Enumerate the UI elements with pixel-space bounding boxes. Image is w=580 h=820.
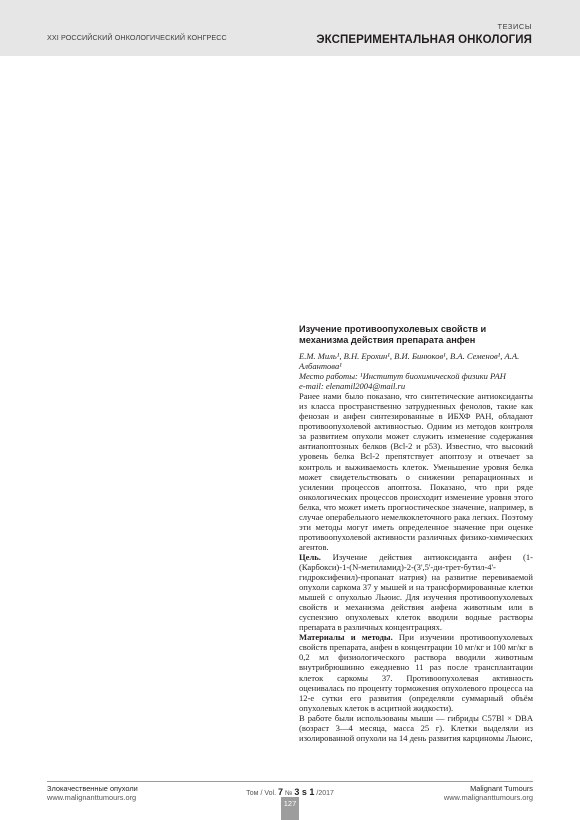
paragraph-aim	[299, 552, 533, 632]
article-title: Изучение противоопухолевых свойств и механизма действия препарата анфен	[299, 324, 487, 345]
volume-number: 7	[277, 787, 283, 797]
journal-url-right[interactable]: www.malignanttumours.org	[443, 793, 533, 803]
paragraph-intro: Ранее нами было показано, что синтетические антиоксиданты из класса пространственно затрудненных фенолов, такие как фенозан и анфен синтезированные в ИБХФ РАН, обладают противоопухолевой активностью. Одним из методов контроля за развитием опухоли может служить изменение содержания антиапоптозных белков (Bcl-2 и p53). Известно, что высокий уровень белка Bcl-2 препятствует апоптозу и отвечает за контроль и выживаемость клеток. Уменьшение уровня белка может свидетельствовать о снижении репарационных и усилении процессов апоптоза. Показано, что при ряде онкологических процессов происходит изменение уровня этого белка, что может иметь прогностическое значение, например, в случае операбельного немелкоклеточного рака легких. Поэтому эти методы могут иметь определенное значение при оценке противоопухолевой активности различных физико-химических агентов.	[299, 391, 533, 552]
page-header	[0, 0, 580, 56]
issue-prefix: №	[284, 790, 293, 797]
volume-prefix: Том / Vol.	[246, 790, 277, 797]
issue-number: 3 s 1	[294, 787, 315, 797]
paragraph-methods	[299, 632, 533, 712]
issue-year: /2017	[316, 790, 334, 797]
journal-url-left[interactable]: www.malignanttumours.org	[47, 793, 137, 803]
article	[299, 324, 533, 743]
conference-name: XXI РОССИЙСКИЙ ОНКОЛОГИЧЕСКИЙ КОНГРЕСС	[47, 33, 227, 42]
footer-divider	[47, 781, 533, 782]
journal-title-en: Malignant Tumours	[470, 784, 533, 793]
methods-heading: Материалы и методы.	[299, 632, 393, 643]
article-authors: Е.М. Миль¹, В.Н. Ерохин¹, В.И. Бинюков¹, В.А. Семенов¹, А.А. Албантова¹	[299, 351, 520, 372]
methods-text: При изучении противоопухолевых свойств препарата, анфен в концентрации 10 мг/кг и 100 мг/кг в 0,2 мл физиологического раствора вводили животным внутрибрюшинно ежедневно 11 раз после трансплантации клеток саркомы 37. Противоопухолевая активность оценивалась по проценту торможения опухолевого процесса на 12-е сутки его развития (определяли суммарный объём опухолевых клеток в асцитной жидкости).	[299, 632, 533, 713]
page-number: 127	[281, 797, 299, 820]
journal-title-ru: Злокачественные опухоли	[47, 784, 138, 793]
article-affiliation: Место работы: ¹Институт биохимической физики РАН	[299, 371, 506, 382]
section-label: ТЕЗИСЫ	[497, 22, 532, 31]
paragraph-mice: В работе были использованы мыши — гибриды C57Bl × DBA (возраст 3—4 месяца, масса 25 г). Клетки выделяли из изолированной опухоли на 14 день развития карциномы Льюис,	[299, 712, 533, 743]
aim-text: Изучение действия антиоксиданта анфен (1-(Карбокси)-1-(N-метиламид)-2-(3',5'-ди-трет-бутил-4'-гидроксифенил)-пропанат натрия) на развитие перевиваемой опухоли саркома 37 у мышей и на трансформированные клетки мышей с опухолью Льюис. Для изучения противоопухолевых свойств и механизма действия анфена животным или в суспензию опухолевых клеток вводили водные растворы препарата в различных концентрациях.	[299, 551, 533, 633]
article-email[interactable]: e-mail: elenamil2004@mail.ru	[299, 381, 406, 392]
section-title: ЭКСПЕРИМЕНТАЛЬНАЯ ОНКОЛОГИЯ	[316, 34, 532, 46]
footer-right	[444, 784, 533, 802]
aim-heading: Цель.	[299, 551, 321, 562]
